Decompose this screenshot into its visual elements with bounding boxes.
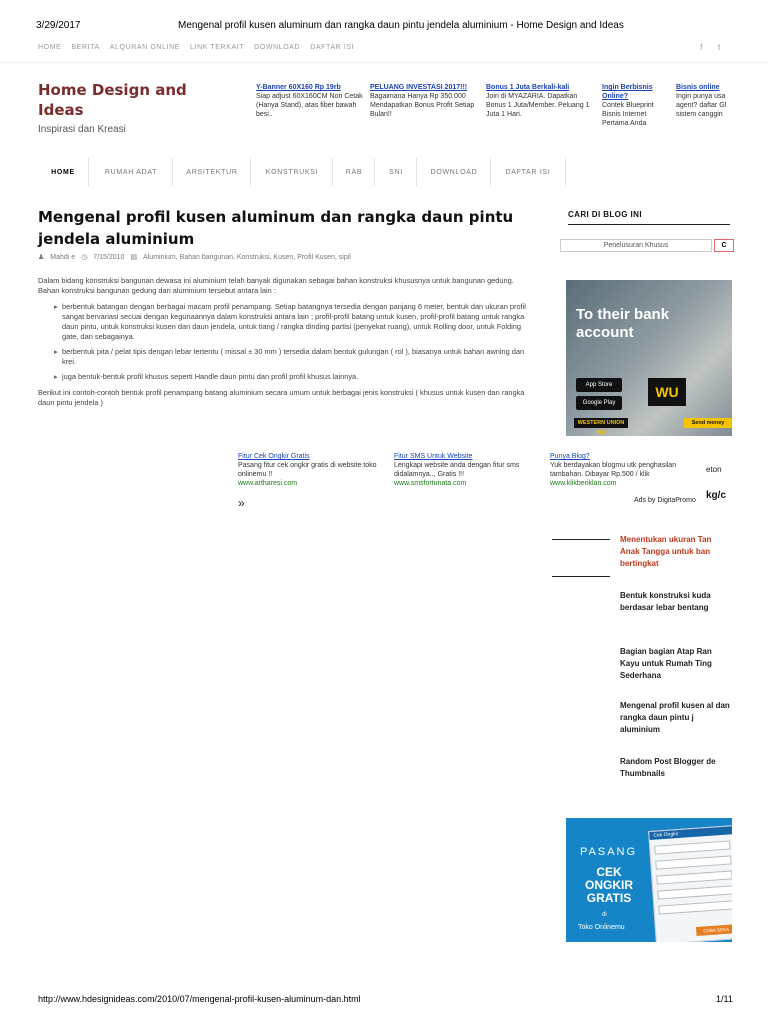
nav-sni[interactable]: SNI: [374, 158, 417, 186]
list-item-title[interactable]: Menentukan ukuran Tan Anak Tangga untuk ban bertingkat: [620, 535, 712, 568]
form-field: [654, 840, 730, 854]
author-icon: ♟: [38, 254, 45, 261]
inline-ad-title[interactable]: Punya Blog?: [550, 453, 590, 460]
list-item-title[interactable]: Bentuk konstruksi kuda berdasar lebar bentang: [620, 591, 711, 612]
print-title: Mengenal profil kusen aluminum dan rangka daun pintu jendela aluminium - Home Design and Ideas: [178, 20, 624, 31]
banner-line: PASANG: [580, 846, 638, 858]
nav-download[interactable]: DOWNLOAD: [416, 158, 491, 186]
inline-ad-text: Lengkapi website anda dengan fitur sms didalamnya.., Gratis !!!: [394, 462, 520, 478]
inline-ad-title[interactable]: Fitur SMS Untuk Website: [394, 453, 473, 460]
facebook-icon[interactable]: f: [700, 42, 703, 52]
post-paragraph: Bahan konstruksi bangunan gedung dari aluminium tersebut antara lain :: [38, 286, 276, 295]
header-ad[interactable]: [256, 83, 366, 119]
google-play-badge[interactable]: Google Play: [576, 396, 622, 410]
site-tagline: Inspirasi dan Kreasi: [38, 124, 126, 135]
banner-line: di: [602, 912, 607, 918]
header-ad-title[interactable]: Bonus 1 Juta Berkali-kali: [486, 84, 570, 91]
cek-ongkir-form-illustration: [648, 825, 732, 942]
banner-line: CEK ONGKIR GRATIS: [585, 865, 633, 905]
send-money-button[interactable]: Send money: [684, 418, 732, 428]
inline-ad[interactable]: [550, 452, 700, 488]
post-meta: [38, 253, 351, 261]
post-title: Mengenal profil kusen aluminum dan rangka daun pintu jendela aluminium: [38, 208, 514, 248]
ads-by-label[interactable]: Ads by DigitaPromo: [634, 497, 696, 504]
item-rule: [552, 576, 610, 577]
header-ad-title[interactable]: Y-Banner 60X160 Rp 19rb: [256, 84, 341, 91]
next-ads-chevron[interactable]: »: [238, 496, 245, 510]
app-store-badge[interactable]: App Store: [576, 378, 622, 392]
inline-ad[interactable]: [238, 452, 388, 488]
banner-headline: To their bank account: [576, 306, 670, 341]
folder-icon: ▤: [130, 254, 138, 261]
post-list: [38, 302, 538, 382]
post-paragraph: Berikut ini contoh-contoh bentuk profil penampang batang aluminium secara umum untuk berbagai jenis konstruksi ( khusus untuk kusen dan rangka daun pintu jendela ): [38, 388, 525, 407]
header-ad-text: Ingin punya usa agent? daftar Gl sistem canggin: [676, 93, 727, 118]
inline-ad-title[interactable]: Fitur Cek Ongkir Gratis: [238, 453, 310, 460]
wu-logo: WU: [648, 378, 686, 406]
clock-icon: ◷: [81, 254, 88, 261]
main-nav: [0, 158, 768, 186]
heading-underline: [568, 224, 730, 225]
post-paragraph: Dalam bidang konstruksi bangunan dewasa ini aluminium telah banyak digunakan sebagai bahan konstruksi khususnya untuk bangunan gedung.: [38, 276, 514, 285]
topnav-download[interactable]: DOWNLOAD: [254, 44, 301, 51]
inline-ad[interactable]: [394, 452, 544, 488]
header-ad-text: Contek Blueprint Bisnis Internet Pertama Anda: [602, 102, 654, 127]
search-input[interactable]: Penelusuran Khusus: [560, 239, 712, 252]
post-body: [38, 276, 538, 408]
list-item-title[interactable]: Random Post Blogger de Thumbnails: [620, 757, 716, 778]
list-item: ▸ berbentuk pita / pelat tipis dengan lebar tertentu ( missal ± 30 mm ) tersedia dalam bentuk gulungan ( rol ), biasanya untuk bahan awning dan krei.: [62, 347, 538, 367]
header-ad-text: Siap adjust 60X160CM Non Cetak (Hanya Stand), atas fiber bawah besi..: [256, 93, 363, 118]
print-date: 3/29/2017: [36, 20, 81, 31]
nav-rumah-adat[interactable]: RUMAH ADAT: [88, 158, 173, 186]
header-ad[interactable]: [370, 83, 480, 119]
nav-konstruksi[interactable]: KONSTRUKSI: [250, 158, 333, 186]
post-author[interactable]: Mahdi e: [50, 253, 76, 261]
nav-arsitektur[interactable]: ARSITEKTUR: [172, 158, 251, 186]
inline-ad-text: Pasang fitur cek ongkir gratis di website toko onlinemu !!: [238, 462, 377, 478]
form-field: [658, 900, 732, 914]
coba-button[interactable]: COBA SEKA: [696, 924, 732, 936]
print-page-number: 1/11: [716, 994, 733, 1004]
topnav-alquran[interactable]: ALQURAN ONLINE: [109, 44, 181, 51]
nav-daftar-isi[interactable]: DAFTAR ISI: [490, 158, 566, 186]
form-field: [656, 870, 732, 884]
post-labels[interactable]: Aluminium, Bahan bangunan, Konstruksi, Kusen, Profil Kusen, sipil: [143, 253, 351, 261]
inline-ad-url[interactable]: www.artharesi.com: [238, 480, 298, 487]
post-date: 7/15/2010: [93, 253, 125, 261]
inline-ad-url[interactable]: www.klikberiklan.com: [550, 480, 617, 487]
header-ad-text: Bagaimana Hanya Rp 350.000 Mendapatkan Bonus Profit Setiap Bulan!!: [370, 93, 475, 118]
search-button[interactable]: C: [714, 239, 734, 252]
list-item-title[interactable]: Bagian bagian Atap Ran Kayu untuk Rumah Ting Sederhana: [620, 647, 712, 680]
form-title: Cek Ongkir: [649, 826, 732, 840]
topnav-link-terkait[interactable]: LINK TERKAIT: [190, 44, 245, 51]
inline-ad-url[interactable]: www.smsfortunata.com: [394, 480, 467, 487]
sidebar-cut-text: kg/c: [706, 490, 727, 501]
header-ad-title[interactable]: Ingin Berbisnis Online?: [602, 84, 653, 100]
topnav-home[interactable]: HOME: [38, 44, 62, 51]
banner-line: Toko Onlinemu: [578, 924, 625, 931]
item-rule: [552, 539, 610, 540]
nav-home[interactable]: HOME: [51, 168, 75, 176]
search-heading: CARI DI BLOG INI: [568, 210, 642, 219]
form-field: [655, 855, 731, 869]
nav-rab[interactable]: RAB: [332, 158, 375, 186]
sidebar-cut-text: eton: [706, 465, 722, 474]
top-nav: [38, 44, 354, 51]
list-item: ▸ berbentuk batangan dengan berbagai macam profil penampang. Setiap batangnya tersedia dengan panjang 6 meter, bentuk dan ukuran profil sangat bervariasi secuai dengan kegunaannya dalam konstruksi antara lain ; profil-profil batang untuk kusen, profil-profil batang untuk rangka daun pintu, untuk konstruksi kusen dan daun jendela, untuk tiang / rangka dinding partisi (penyekat ruang), untuk Rolling door, untuk Folding gate, dan sebagainya.: [62, 302, 538, 342]
topnav-berita[interactable]: BERITA: [71, 44, 100, 51]
form-field: [657, 885, 732, 899]
topnav-daftar-isi[interactable]: DAFTAR ISI: [310, 44, 355, 51]
header-ad-text: Join di MYAZARIA. Dapatkan Bonus 1 Juta/Member. Peluang 1 Juta 1 Hari.: [486, 93, 590, 118]
list-item: ▸ juga bentuk-bentuk profil khusus seperti Handle daun pintu dan profil profil khusus lainnya.: [62, 372, 538, 382]
header-ad-title[interactable]: PELUANG INVESTASI 2017!!!: [370, 84, 468, 91]
header-ad[interactable]: [602, 83, 670, 128]
list-item-title[interactable]: Mengenal profil kusen al dan rangka daun pintu j aluminium: [620, 701, 730, 734]
header-ad[interactable]: [486, 83, 594, 119]
twitter-icon[interactable]: t: [718, 42, 721, 52]
print-url: http://www.hdesignideas.com/2010/07/mengenal-profil-kusen-aluminum-dan.html: [38, 994, 361, 1004]
western-union-banner[interactable]: [566, 280, 732, 436]
cek-ongkir-banner[interactable]: [566, 818, 732, 942]
site-title[interactable]: Home Design and Ideas: [38, 81, 187, 119]
header-ad[interactable]: [676, 83, 734, 119]
inline-ad-text: Yuk berdayakan blogmu utk penghasilan tambahan. Dibayar Rp.500 / klik: [550, 462, 677, 478]
header-ad-title[interactable]: Bisnis online: [676, 84, 720, 91]
western-union-logo: WESTERN UNION WU: [574, 418, 628, 428]
